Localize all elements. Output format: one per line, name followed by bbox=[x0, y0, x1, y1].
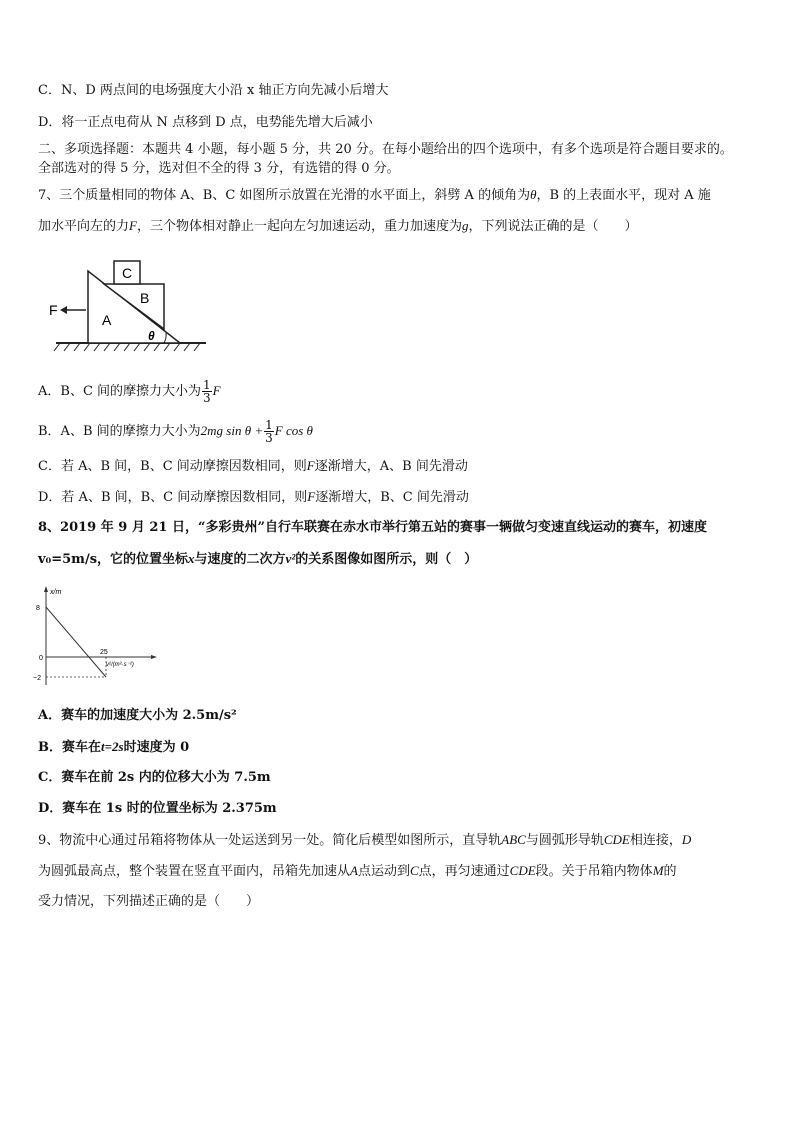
fraction bbox=[264, 419, 274, 444]
q7-stem-text: 加水平向左的力 bbox=[38, 219, 130, 234]
option-text: D．若 A、B 间，B、C 间动摩擦因数相同，则 bbox=[38, 490, 308, 505]
force-symbol: F bbox=[129, 218, 137, 233]
y-axis-label: x/m bbox=[50, 589, 62, 596]
q8-option-d: D．赛车在 1s 时的位置坐标为 2.375m bbox=[38, 801, 277, 816]
option-text: B．A、B 间的摩擦力大小为 bbox=[38, 424, 201, 439]
option-text: B．赛车在 bbox=[38, 740, 101, 755]
q9-stem-line2 bbox=[38, 861, 764, 882]
tick-neg2: −2 bbox=[33, 675, 41, 682]
denominator: 3 bbox=[265, 431, 273, 445]
q9-stem-text: 相连接， bbox=[629, 833, 682, 848]
point-d: D bbox=[681, 832, 692, 847]
q8-stem-text: ，它的位置坐标 bbox=[97, 552, 189, 567]
prev-option-c: C．N、D 两点间的电场强度大小沿 x 轴正方向先减小后增大 bbox=[38, 83, 389, 98]
q9-stem-line1 bbox=[38, 830, 764, 851]
q9-stem-text: 9、物流中心通过吊箱将物体从一处运送到另一处。简化后模型如图所示，直导轨 bbox=[38, 833, 502, 848]
q9-stem-text: 为圆弧最高点，整个装置在竖直平面内，吊箱先加速从 bbox=[38, 864, 351, 879]
x-axis-arrow-icon bbox=[151, 655, 157, 659]
option-text: 逐渐增大，A、B 间先滑动 bbox=[314, 459, 468, 474]
option-text: 逐渐增大，B、C 间先滑动 bbox=[315, 490, 469, 505]
label-theta: θ bbox=[148, 329, 155, 343]
force-symbol: F bbox=[212, 383, 221, 398]
label-f: F bbox=[49, 302, 58, 318]
theta-symbol: θ bbox=[530, 187, 537, 202]
label-b: B bbox=[140, 290, 150, 306]
label-c: C bbox=[122, 265, 133, 281]
force-symbol: F bbox=[306, 458, 315, 473]
option-text: C．若 A、B 间，B、C 间动摩擦因数相同，则 bbox=[38, 459, 307, 474]
rail-abc: ABC bbox=[501, 832, 526, 847]
segment-cde: CDE bbox=[509, 863, 536, 878]
data-line bbox=[46, 607, 106, 677]
y-axis-arrow-icon bbox=[44, 586, 48, 592]
fraction bbox=[202, 379, 212, 404]
q7-stem-line1 bbox=[38, 185, 764, 206]
math-expr: 2mg sin θ + bbox=[200, 423, 264, 438]
q7-option-a bbox=[38, 378, 764, 405]
point-a: A bbox=[350, 863, 358, 878]
tick-25: 25 bbox=[100, 649, 108, 656]
q8-stem-line2 bbox=[38, 549, 764, 570]
q9-stem-text: 段。关于吊箱内物体 bbox=[535, 864, 653, 879]
section-header: 二、多项选择题：本题共 4 小题，每小题 5 分，共 20 分。在每小题给出的四个选项中，有多个选项是符合题目要求的。 bbox=[38, 142, 733, 157]
time-symbol: t=2s bbox=[101, 739, 124, 754]
q8-option-b bbox=[38, 737, 764, 758]
x-axis-label: v²/(m²·s⁻²) bbox=[106, 662, 134, 668]
v2-symbol: v² bbox=[285, 551, 296, 566]
point-c: C bbox=[409, 863, 419, 878]
q8-stem-line1: 8、2019 年 9 月 21 日，“多彩贵州”自行车联赛在赤水市举行第五站的赛事一辆做匀变速直线运动的赛车，初速度 bbox=[38, 520, 707, 535]
tick-8: 8 bbox=[36, 605, 40, 612]
gravity-symbol: g bbox=[461, 218, 469, 233]
tick-0: 0 bbox=[39, 655, 43, 662]
initial-velocity: v₀=5m/s bbox=[38, 552, 98, 567]
section-header-cont: 全部选对的得 5 分，选对但不全的得 3 分，有选错的得 0 分。 bbox=[38, 161, 400, 176]
q8-stem-text: 与速度的二次方 bbox=[194, 552, 286, 567]
q7-option-b bbox=[38, 418, 764, 445]
q9-stem-line3: 受力情况，下列描述正确的是（ ） bbox=[38, 894, 260, 909]
q7-option-d bbox=[38, 487, 764, 508]
q8-stem-text: 的关系图像如图所示，则（ ） bbox=[295, 552, 478, 567]
option-text: 时速度为 0 bbox=[123, 740, 190, 755]
denominator: 3 bbox=[203, 391, 211, 405]
q9-stem-text: 的 bbox=[663, 864, 677, 879]
q7-option-c bbox=[38, 456, 764, 477]
arrow-head-icon bbox=[60, 306, 67, 314]
q7-wedge-figure bbox=[40, 255, 210, 355]
numerator: 1 bbox=[203, 378, 211, 392]
q7-stem-text: ，B 的上表面水平，现对 A 施 bbox=[536, 188, 711, 203]
q8-option-c: C．赛车在前 2s 内的位移大小为 7.5m bbox=[38, 770, 271, 785]
q9-stem-text: 点，再匀速通过 bbox=[418, 864, 510, 879]
ground-hatching bbox=[54, 343, 200, 351]
q7-stem-text: 7、三个质量相同的物体 A、B、C 如图所示放置在光滑的水平面上，斜劈 A 的倾角为 bbox=[38, 188, 531, 203]
rail-cde: CDE bbox=[603, 832, 630, 847]
q9-stem-text: 与圆弧形导轨 bbox=[525, 833, 604, 848]
q9-stem-text: 点运动到 bbox=[357, 864, 410, 879]
option-text: A．B、C 间的摩擦力大小为 bbox=[38, 384, 202, 399]
q8-graph bbox=[30, 585, 160, 685]
q7-stem-text: ，三个物体相对静止一起向左匀加速运动，重力加速度为 bbox=[136, 219, 462, 234]
object-m: M bbox=[652, 863, 664, 878]
x-symbol: x bbox=[188, 551, 195, 566]
force-symbol: F bbox=[307, 489, 316, 504]
q8-option-a: A．赛车的加速度大小为 2.5m/s² bbox=[38, 708, 237, 723]
prev-option-d: D．将一正点电荷从 N 点移到 D 点，电势能先增大后减小 bbox=[38, 115, 373, 130]
q7-stem-text: ，下列说法正确的是（ ） bbox=[468, 219, 638, 234]
label-a: A bbox=[102, 312, 112, 328]
numerator: 1 bbox=[265, 418, 273, 432]
q7-stem-line2 bbox=[38, 216, 764, 237]
math-expr: F cos θ bbox=[274, 423, 313, 438]
